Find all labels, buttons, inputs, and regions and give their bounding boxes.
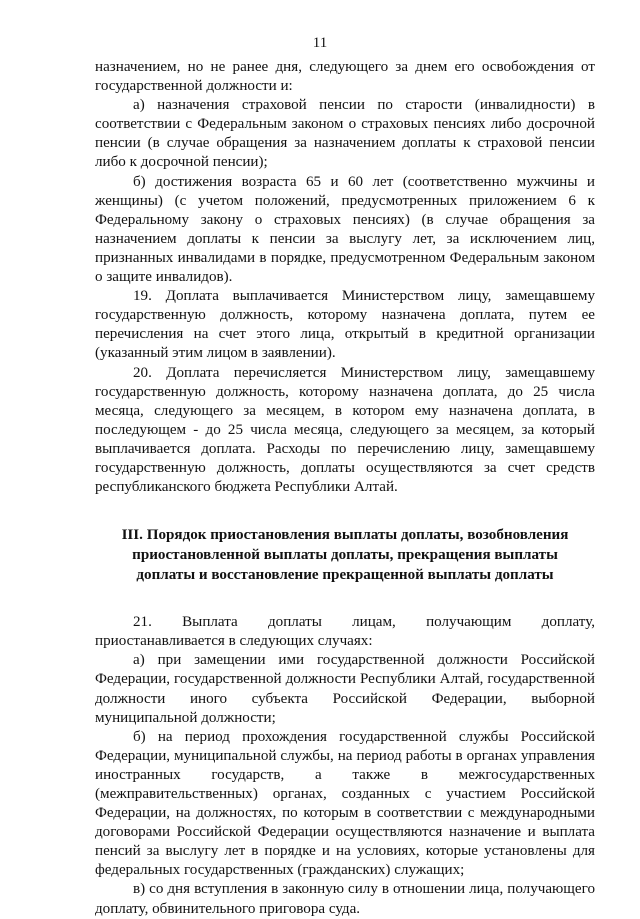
page-number: 11 [312, 35, 328, 51]
paragraph-21-item-a: а) при замещении ими государственной должности Российской Федерации, государственной должности Республики Алтай, государственной должности иного субъекта Российской Федерации, выборной муниципальной должности; [95, 652, 595, 726]
section-heading: III. Порядок приостановления выплаты доплаты, возобновления приостановленной выплаты доплаты, прекращения выплаты доплаты и восстановление прекращенной выплаты доплаты [121, 527, 569, 584]
paragraph-21-item-v: в) со дня вступления в законную силу в отношении лица, получающего доплату, обвинительного приговора суда. [95, 881, 595, 917]
paragraph-continuation: назначением, но не ранее дня, следующего за днем его освобождения от государственной должности и: [95, 59, 595, 95]
paragraph-21-item-b: б) на период прохождения государственной службы Российской Федерации, муниципальной службы, на период работы в органах управления иностранных государств, а также в межгосударственных (межправительственных) органах, созданных с участием Российской Федерации, на должностях, по которым в соответствии с международными договорами Российской Федерации осуществляются назначение и выплата пенсий за выслугу лет в порядке и на условиях, которые установлены для федеральных государственных (гражданских) служащих; [95, 728, 595, 879]
paragraph-20: 20. Доплата перечисляется Министерством лицу, замещавшему государственную должность, которому назначена доплата, до 25 числа месяца, следующего за месяцем, в котором ему назначена доплата, в последующем - до 25 числа месяца, следующего за месяцем, за который выплачивается доплата. Расходы по перечислению лицу, замещавшему государственную должность, доплаты осуществляются за счет средств республиканского бюджета Республики Алтай. [95, 364, 595, 496]
paragraph-item-a: а) назначения страховой пенсии по старости (инвалидности) в соответствии с Федеральным законом о страховых пенсиях либо досрочной пенсии (в случае обращения за назначением доплаты к страховой пенсии либо к досрочной пенсии); [95, 97, 595, 171]
paragraph-21: 21. Выплата доплаты лицам, получающим доплату, приостанавливается в следующих случаях: [95, 614, 595, 650]
paragraph-19: 19. Доплата выплачивается Министерством лицу, замещавшему государственную должность, которому назначена доплата, путем ее перечисления на счет этого лица, открытый в кредитной организации (указанный этим лицом в заявлении). [95, 288, 595, 362]
paragraph-item-b: б) достижения возраста 65 и 60 лет (соответственно мужчины и женщины) (с учетом положений, предусмотренных приложением 6 к Федеральному закону о страховых пенсиях) (в случае обращения за назначением доплаты к пенсии за выслугу лет, за исключением лиц, признанных инвалидами в порядке, предусмотренном Федеральным законом о защите инвалидов). [95, 173, 595, 286]
document-body [95, 58, 595, 919]
